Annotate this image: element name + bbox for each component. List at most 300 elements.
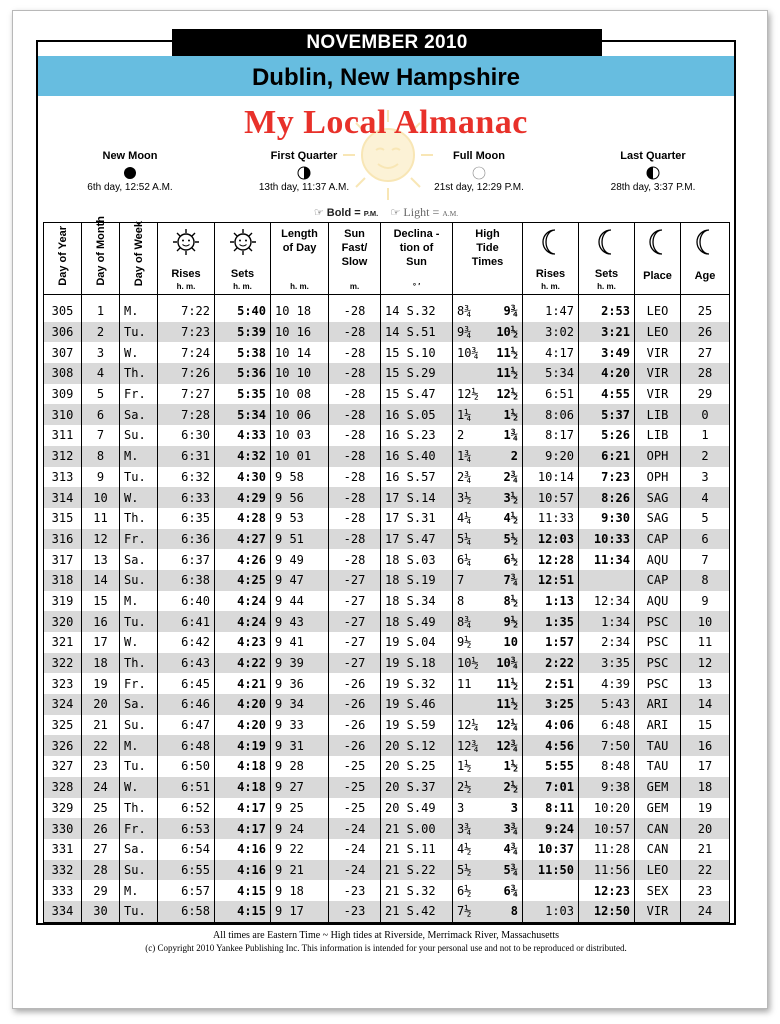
table-row: [44, 363, 730, 384]
col-sun-sets: Sets h. m.: [215, 223, 271, 295]
table-cell: 9 47: [271, 570, 329, 591]
pointing-hand-icon: ☞: [390, 207, 401, 219]
table-cell: 25: [681, 301, 730, 322]
table-cell: 29: [82, 880, 120, 901]
table-cell: 8:26: [579, 487, 635, 508]
table-cell: 5:37: [579, 404, 635, 425]
table-row: [44, 570, 730, 591]
table-cell: Sa.: [120, 839, 158, 860]
table-cell: 20: [82, 694, 120, 715]
tide-pm: 1½: [503, 407, 518, 422]
table-cell: 9 49: [271, 549, 329, 570]
table-cell: TAU: [635, 756, 681, 777]
phase-last-quarter: [568, 150, 738, 193]
table-cell: 25: [82, 798, 120, 819]
table-row: [44, 818, 730, 839]
key-light-label: Light: [403, 205, 430, 219]
tide-pm: 2: [510, 449, 518, 464]
table-cell: 5:35: [215, 384, 271, 405]
table-cell: 2:51: [523, 673, 579, 694]
table-cell: 10 18: [271, 301, 329, 322]
tide-pm: 11½: [496, 697, 518, 712]
tide-pm: 8: [510, 904, 518, 919]
table-cell: 15: [681, 715, 730, 736]
table-cell: 20 S.25: [381, 756, 453, 777]
table-cell: 5: [82, 384, 120, 405]
table-cell: 21 S.42: [381, 901, 453, 922]
table-cell: 4:39: [579, 673, 635, 694]
table-cell: 27: [82, 839, 120, 860]
table-cell: 21: [681, 839, 730, 860]
tide-pm: 9¾: [503, 304, 518, 319]
table-cell: Fr.: [120, 384, 158, 405]
key-bold-unit: P.M.: [363, 209, 379, 218]
table-cell: 4:32: [215, 446, 271, 467]
tide-am: 1¾: [457, 449, 472, 464]
table-cell: -24: [329, 818, 381, 839]
table-cell: -23: [329, 880, 381, 901]
tide-am: 6½: [457, 883, 472, 898]
table-cell: 320: [44, 611, 82, 632]
table-row: [44, 549, 730, 570]
table-cell: 4:22: [215, 653, 271, 674]
table-cell: 4:56: [523, 735, 579, 756]
table-cell: 6:37: [158, 549, 215, 570]
table-cell: ARI: [635, 694, 681, 715]
full-moon-icon: [472, 166, 486, 180]
table-cell: 1:35: [523, 611, 579, 632]
table-row: [44, 653, 730, 674]
table-cell: 14 S.32: [381, 301, 453, 322]
table-cell: -28: [329, 404, 381, 425]
table-cell: 11:33: [523, 508, 579, 529]
table-cell: 7:50: [579, 735, 635, 756]
table-cell: 23: [82, 756, 120, 777]
table-cell: SAG: [635, 508, 681, 529]
table-cell: 6:48: [579, 715, 635, 736]
tide-cell: [453, 301, 523, 322]
table-cell: -27: [329, 611, 381, 632]
table-cell: Sa.: [120, 404, 158, 425]
table-cell: PSC: [635, 653, 681, 674]
table-cell: 6:48: [158, 735, 215, 756]
col-sun-fast-slow: Sun Fast/ Slow m.: [329, 223, 381, 295]
table-row: [44, 694, 730, 715]
table-cell: [579, 570, 635, 591]
col-moon-age: Age: [681, 223, 730, 295]
table-cell: 2: [82, 322, 120, 343]
tide-am: 11: [457, 676, 472, 691]
table-cell: 10:37: [523, 839, 579, 860]
table-cell: 6:21: [579, 446, 635, 467]
table-cell: 11:34: [579, 549, 635, 570]
table-cell: 28: [82, 860, 120, 881]
phase-date: 28th day, 3:37 P.M.: [610, 182, 696, 193]
table-row: [44, 508, 730, 529]
table-cell: 10: [681, 611, 730, 632]
table-cell: -25: [329, 756, 381, 777]
table-cell: 14 S.51: [381, 322, 453, 343]
col-day-of-week: Day of Week: [120, 223, 158, 295]
tide-pm: 11½: [496, 366, 518, 381]
table-cell: 321: [44, 632, 82, 653]
tide-cell: [453, 880, 523, 901]
table-cell: 6:30: [158, 425, 215, 446]
table-cell: Tu.: [120, 322, 158, 343]
table-cell: 16 S.40: [381, 446, 453, 467]
table-cell: Th.: [120, 508, 158, 529]
table-cell: 11: [82, 508, 120, 529]
table-cell: 12:03: [523, 529, 579, 550]
table-cell: 318: [44, 570, 82, 591]
table-cell: Th.: [120, 653, 158, 674]
table-cell: 29: [681, 384, 730, 405]
table-cell: -28: [329, 425, 381, 446]
table-cell: 18: [82, 653, 120, 674]
table-cell: 7:26: [158, 363, 215, 384]
table-row: [44, 611, 730, 632]
crescent-moon-icon: [596, 228, 618, 256]
tide-cell: [453, 322, 523, 343]
table-cell: 2: [681, 446, 730, 467]
tide-cell: [453, 735, 523, 756]
table-cell: 322: [44, 653, 82, 674]
table-cell: 312: [44, 446, 82, 467]
table-cell: -27: [329, 591, 381, 612]
table-row: [44, 839, 730, 860]
tide-pm: 8½: [503, 593, 518, 608]
table-cell: 8:17: [523, 425, 579, 446]
tide-pm: 4½: [503, 511, 518, 526]
table-cell: 3:21: [579, 322, 635, 343]
table-cell: 4: [82, 363, 120, 384]
table-cell: 9 33: [271, 715, 329, 736]
table-cell: 6:46: [158, 694, 215, 715]
table-cell: 2:22: [523, 653, 579, 674]
table-cell: 4:15: [215, 901, 271, 922]
table-cell: 21 S.32: [381, 880, 453, 901]
tide-pm: 12¾: [496, 738, 518, 753]
table-row: [44, 735, 730, 756]
table-cell: 9 58: [271, 467, 329, 488]
table-cell: 4:20: [215, 715, 271, 736]
key-light-unit: A.M.: [442, 209, 459, 218]
table-cell: 14: [82, 570, 120, 591]
table-cell: 10:57: [579, 818, 635, 839]
table-cell: AQU: [635, 549, 681, 570]
table-cell: 12:34: [579, 591, 635, 612]
tide-cell: [453, 818, 523, 839]
table-cell: 6:42: [158, 632, 215, 653]
tide-am: 1½: [457, 759, 472, 774]
table-row: [44, 777, 730, 798]
table-cell: 10: [82, 487, 120, 508]
table-cell: 9:38: [579, 777, 635, 798]
tide-am: 12¼: [457, 718, 479, 733]
table-cell: 6: [82, 404, 120, 425]
table-cell: VIR: [635, 384, 681, 405]
table-cell: 19: [681, 798, 730, 819]
table-cell: 17: [681, 756, 730, 777]
table-cell: 16: [82, 611, 120, 632]
table-cell: W.: [120, 342, 158, 363]
table-cell: 3:02: [523, 322, 579, 343]
table-cell: 1:47: [523, 301, 579, 322]
table-cell: -28: [329, 384, 381, 405]
table-cell: 12: [681, 653, 730, 674]
table-cell: 20: [681, 818, 730, 839]
tide-am: 7: [457, 573, 465, 588]
table-cell: LEO: [635, 301, 681, 322]
table-cell: 2:34: [579, 632, 635, 653]
table-cell: 18 S.03: [381, 549, 453, 570]
table-row: [44, 880, 730, 901]
table-cell: 21 S.22: [381, 860, 453, 881]
table-cell: PSC: [635, 632, 681, 653]
table-cell: 4:15: [215, 880, 271, 901]
table-cell: 19 S.46: [381, 694, 453, 715]
phase-name: Full Moon: [453, 150, 505, 162]
table-cell: W.: [120, 777, 158, 798]
table-cell: OPH: [635, 467, 681, 488]
table-cell: 19 S.32: [381, 673, 453, 694]
table-cell: M.: [120, 446, 158, 467]
table-cell: LEO: [635, 322, 681, 343]
table-row: [44, 487, 730, 508]
city-banner: Dublin, New Hampshire: [38, 56, 734, 96]
table-cell: 10 16: [271, 322, 329, 343]
table-cell: 5:55: [523, 756, 579, 777]
table-cell: 9 41: [271, 632, 329, 653]
table-row: [44, 673, 730, 694]
tide-pm: 10¾: [496, 656, 518, 671]
table-cell: VIR: [635, 901, 681, 922]
table-cell: M.: [120, 591, 158, 612]
footer-copyright: (c) Copyright 2010 Yankee Publishing Inc. This information is intended for your personal use and not to be reproduced or distributed.: [145, 943, 627, 953]
table-cell: Sa.: [120, 549, 158, 570]
almanac-title: My Local Almanac: [244, 104, 528, 141]
table-row: [44, 715, 730, 736]
table-cell: 4:16: [215, 839, 271, 860]
table-cell: 8: [82, 446, 120, 467]
table-cell: 1:57: [523, 632, 579, 653]
tide-am: 7½: [457, 904, 472, 919]
tide-cell: [453, 487, 523, 508]
table-cell: 8:11: [523, 798, 579, 819]
table-cell: -28: [329, 322, 381, 343]
tide-pm: 9½: [503, 614, 518, 629]
table-cell: -28: [329, 363, 381, 384]
table-cell: 9 17: [271, 901, 329, 922]
table-cell: 3: [681, 467, 730, 488]
table-cell: 7:23: [579, 467, 635, 488]
table-cell: Tu.: [120, 756, 158, 777]
table-cell: 4:28: [215, 508, 271, 529]
table-cell: 6:43: [158, 653, 215, 674]
table-cell: 26: [82, 818, 120, 839]
phase-date: 21st day, 12:29 P.M.: [434, 182, 524, 193]
tide-pm: 6½: [503, 552, 518, 567]
tide-pm: 11½: [496, 676, 518, 691]
tide-pm: 3: [510, 800, 518, 815]
table-cell: 4:18: [215, 756, 271, 777]
table-cell: 18 S.34: [381, 591, 453, 612]
crescent-moon-icon: [540, 228, 562, 256]
table-cell: VIR: [635, 342, 681, 363]
table-cell: 4:16: [215, 860, 271, 881]
table-cell: 317: [44, 549, 82, 570]
table-cell: 8: [681, 570, 730, 591]
table-cell: 331: [44, 839, 82, 860]
table-cell: 9 22: [271, 839, 329, 860]
phase-name: Last Quarter: [620, 150, 686, 162]
tide-pm: 3¾: [503, 821, 518, 836]
table-cell: 9 31: [271, 735, 329, 756]
table-cell: -26: [329, 673, 381, 694]
tide-cell: [453, 839, 523, 860]
table-cell: 14: [681, 694, 730, 715]
table-cell: 308: [44, 363, 82, 384]
table-cell: 9 43: [271, 611, 329, 632]
tide-am: 4½: [457, 842, 472, 857]
tide-am: 3¾: [457, 821, 472, 836]
col-sun-rises: Rises h. m.: [158, 223, 215, 295]
table-cell: 0: [681, 404, 730, 425]
table-cell: 17 S.31: [381, 508, 453, 529]
tide-cell: [453, 673, 523, 694]
table-cell: 6:53: [158, 818, 215, 839]
table-cell: PSC: [635, 673, 681, 694]
table-cell: 5:40: [215, 301, 271, 322]
table-cell: 4:18: [215, 777, 271, 798]
table-cell: 10:57: [523, 487, 579, 508]
table-cell: 15 S.10: [381, 342, 453, 363]
phase-date: 13th day, 11:37 A.M.: [258, 182, 350, 193]
table-cell: 21 S.11: [381, 839, 453, 860]
table-cell: 30: [82, 901, 120, 922]
table-cell: -28: [329, 487, 381, 508]
col-length-of-day: Length of Day h. m.: [271, 223, 329, 295]
table-cell: 4:23: [215, 632, 271, 653]
table-cell: 6:57: [158, 880, 215, 901]
table-cell: 5:26: [579, 425, 635, 446]
table-cell: 5:34: [215, 404, 271, 425]
table-cell: 4:33: [215, 425, 271, 446]
table-cell: 9 34: [271, 694, 329, 715]
table-cell: -25: [329, 777, 381, 798]
table-cell: -28: [329, 529, 381, 550]
table-cell: 1:34: [579, 611, 635, 632]
table-cell: 4:19: [215, 735, 271, 756]
tide-pm: 7¾: [503, 573, 518, 588]
table-cell: 22: [82, 735, 120, 756]
tide-am: 2¾: [457, 469, 472, 484]
table-cell: 307: [44, 342, 82, 363]
table-cell: 6:58: [158, 901, 215, 922]
table-cell: CAN: [635, 839, 681, 860]
table-cell: GEM: [635, 798, 681, 819]
table-cell: 1:03: [523, 901, 579, 922]
table-cell: 6:38: [158, 570, 215, 591]
tide-pm: 5½: [503, 531, 518, 546]
table-cell: 6:40: [158, 591, 215, 612]
table-cell: 6:33: [158, 487, 215, 508]
table-cell: 3:35: [579, 653, 635, 674]
table-cell: 5:36: [215, 363, 271, 384]
table-cell: -27: [329, 570, 381, 591]
table-cell: -27: [329, 653, 381, 674]
table-cell: 6:41: [158, 611, 215, 632]
table-cell: CAN: [635, 818, 681, 839]
table-cell: 19 S.59: [381, 715, 453, 736]
table-cell: 19 S.18: [381, 653, 453, 674]
table-cell: 8:48: [579, 756, 635, 777]
table-cell: 9 51: [271, 529, 329, 550]
col-moon-rises: Rises h. m.: [523, 223, 579, 295]
tide-am: 10½: [457, 656, 479, 671]
table-cell: -26: [329, 694, 381, 715]
table-cell: 333: [44, 880, 82, 901]
table-cell: 4:27: [215, 529, 271, 550]
table-cell: 11:28: [579, 839, 635, 860]
tide-cell: [453, 363, 523, 384]
key-bold-label: Bold: [326, 207, 352, 219]
table-row: [44, 425, 730, 446]
month-banner: NOVEMBER 2010: [172, 29, 602, 56]
table-cell: 27: [681, 342, 730, 363]
table-cell: Su.: [120, 860, 158, 881]
table-cell: 6:50: [158, 756, 215, 777]
tide-pm: 10: [503, 635, 518, 650]
table-cell: -23: [329, 901, 381, 922]
tide-pm: 3½: [503, 490, 518, 505]
table-cell: 327: [44, 756, 82, 777]
crescent-moon-icon: [647, 228, 669, 256]
table-cell: 4:24: [215, 591, 271, 612]
table-cell: 323: [44, 673, 82, 694]
table-cell: 9: [681, 591, 730, 612]
table-cell: M.: [120, 301, 158, 322]
table-cell: 12:51: [523, 570, 579, 591]
table-cell: 16 S.57: [381, 467, 453, 488]
tide-cell: [453, 404, 523, 425]
table-cell: 13: [82, 549, 120, 570]
table-cell: 332: [44, 860, 82, 881]
table-cell: 10 03: [271, 425, 329, 446]
table-cell: -28: [329, 467, 381, 488]
table-cell: 4:21: [215, 673, 271, 694]
tide-pm: 5¾: [503, 862, 518, 877]
table-cell: 6:51: [523, 384, 579, 405]
table-cell: 5:43: [579, 694, 635, 715]
table-cell: 4:25: [215, 570, 271, 591]
table-cell: 6:31: [158, 446, 215, 467]
tide-cell: [453, 591, 523, 612]
tide-am: 8: [457, 593, 465, 608]
table-cell: W.: [120, 632, 158, 653]
table-cell: 24: [681, 901, 730, 922]
table-cell: 326: [44, 735, 82, 756]
tide-cell: [453, 694, 523, 715]
table-cell: -26: [329, 715, 381, 736]
table-cell: CAP: [635, 570, 681, 591]
tide-am: 2: [457, 428, 465, 443]
tide-cell: [453, 777, 523, 798]
table-cell: 7:28: [158, 404, 215, 425]
table-cell: 7:22: [158, 301, 215, 322]
table-cell: [523, 880, 579, 901]
table-cell: 1: [681, 425, 730, 446]
